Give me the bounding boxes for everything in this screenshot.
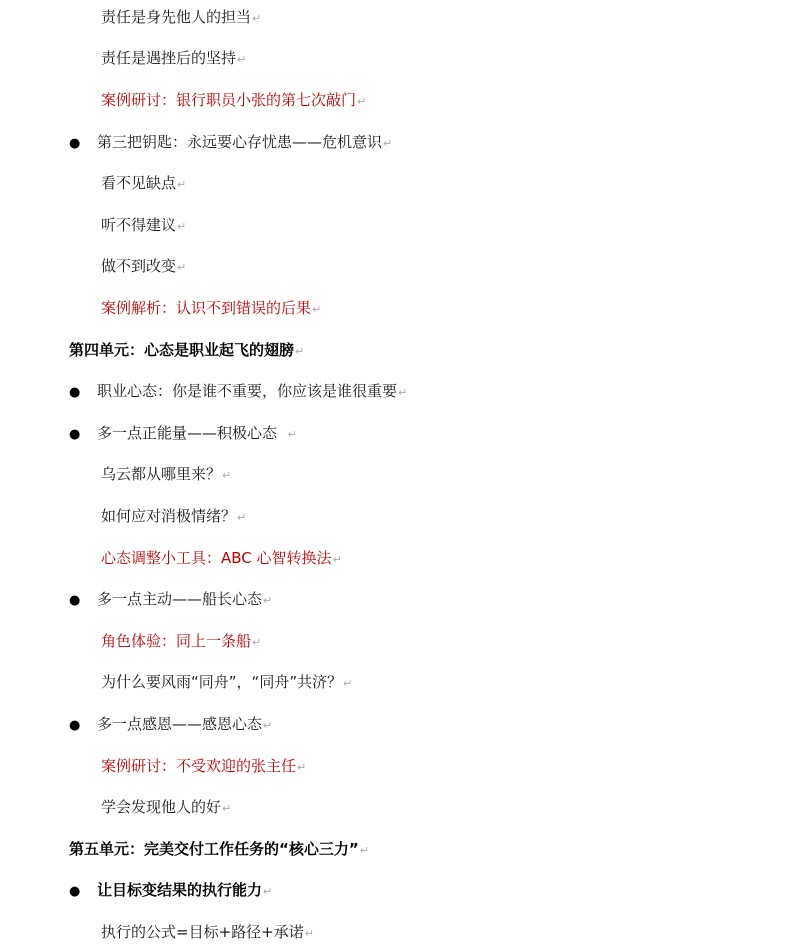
paragraph-mark-icon: ↵ (263, 885, 273, 898)
paragraph-text: 乌云都从哪里来？ (101, 465, 222, 483)
paragraph-text: 如何应对消极情绪？ (101, 507, 237, 525)
paragraph-text: 做不到改变 (101, 257, 177, 275)
paragraph-mark-icon: ↵ (237, 511, 247, 524)
paragraph-text: 执行的公式=目标+路径+承诺 (101, 923, 304, 941)
paragraph-text: 心态调整小工具：ABC 心智转换法 (101, 549, 332, 567)
paragraph-mark-icon: ↵ (287, 428, 297, 441)
paragraph-text: 为什么要风雨“同舟”，“同舟”共济？ (101, 673, 343, 691)
paragraph (101, 672, 352, 692)
bullet-item (69, 423, 297, 443)
case-study-paragraph (101, 90, 366, 110)
paragraph-text: 责任是身先他人的担当 (101, 8, 252, 26)
bullet-icon: ● (69, 718, 81, 733)
case-study-paragraph (101, 756, 306, 776)
paragraph-mark-icon: ↵ (222, 469, 232, 482)
unit-heading (69, 839, 369, 859)
paragraph-text: 责任是遇挫后的坚持 (101, 49, 237, 67)
paragraph (101, 922, 314, 942)
bullet-item (69, 381, 407, 401)
paragraph-mark-icon: ↵ (297, 761, 307, 774)
paragraph-text: 案例研讨：银行职员小张的第七次敲门 (101, 91, 357, 109)
bullet-icon: ● (69, 884, 81, 899)
paragraph-mark-icon: ↵ (222, 802, 232, 815)
paragraph-mark-icon: ↵ (359, 844, 369, 857)
paragraph-text: 案例研讨：不受欢迎的张主任 (101, 757, 297, 775)
paragraph (101, 464, 231, 484)
role-play-paragraph (101, 631, 261, 651)
bullet-item (69, 589, 272, 609)
paragraph-mark-icon: ↵ (295, 345, 305, 358)
paragraph-mark-icon: ↵ (252, 636, 262, 649)
tool-paragraph (101, 548, 342, 568)
paragraph-mark-icon: ↵ (398, 386, 408, 399)
paragraph-text: 看不见缺点 (101, 174, 177, 192)
paragraph-text: 学会发现他人的好 (101, 798, 222, 816)
paragraph (101, 506, 246, 526)
paragraph (101, 215, 186, 235)
unit-heading (69, 340, 304, 360)
bullet-icon: ● (69, 593, 81, 608)
paragraph-mark-icon: ↵ (332, 553, 342, 566)
bullet-text: 职业心态：你是谁不重要，你应该是谁很重要 (97, 382, 398, 400)
heading-text: 第五单元：完美交付工作任务的“核心三力” (69, 840, 359, 858)
bullet-text: 多一点正能量——积极心态 (97, 424, 287, 442)
bullet-text: 让目标变结果的执行能力 (97, 881, 263, 899)
paragraph-mark-icon: ↵ (304, 927, 314, 940)
paragraph-mark-icon: ↵ (177, 220, 187, 233)
paragraph-mark-icon: ↵ (343, 677, 353, 690)
paragraph-text: 案例解析：认识不到错误的后果 (101, 299, 312, 317)
bullet-item (69, 132, 392, 152)
paragraph (101, 256, 186, 276)
bullet-text: 第三把钥匙：永远要心存忧患——危机意识 (97, 133, 383, 151)
heading-text: 第四单元：心态是职业起飞的翅膀 (69, 341, 295, 359)
bullet-item (69, 880, 272, 900)
bullet-item (69, 714, 272, 734)
paragraph (101, 173, 186, 193)
paragraph-mark-icon: ↵ (383, 137, 393, 150)
paragraph-mark-icon: ↵ (252, 12, 262, 25)
paragraph-mark-icon: ↵ (177, 178, 187, 191)
paragraph (101, 7, 261, 27)
bullet-text: 多一点感恩——感恩心态 (97, 715, 263, 733)
bullet-icon: ● (69, 427, 81, 442)
paragraph-mark-icon: ↵ (237, 53, 247, 66)
paragraph-mark-icon: ↵ (312, 303, 322, 316)
paragraph-text: 角色体验：同上一条船 (101, 632, 252, 650)
paragraph-mark-icon: ↵ (177, 261, 187, 274)
bullet-icon: ● (69, 136, 81, 151)
paragraph-text: 听不得建议 (101, 216, 177, 234)
bullet-text: 多一点主动——船长心态 (97, 590, 263, 608)
paragraph (101, 797, 231, 817)
paragraph-mark-icon: ↵ (357, 95, 367, 108)
paragraph-mark-icon: ↵ (263, 594, 273, 607)
case-study-paragraph (101, 298, 321, 318)
paragraph (101, 48, 246, 68)
bullet-icon: ● (69, 385, 81, 400)
paragraph-mark-icon: ↵ (263, 719, 273, 732)
